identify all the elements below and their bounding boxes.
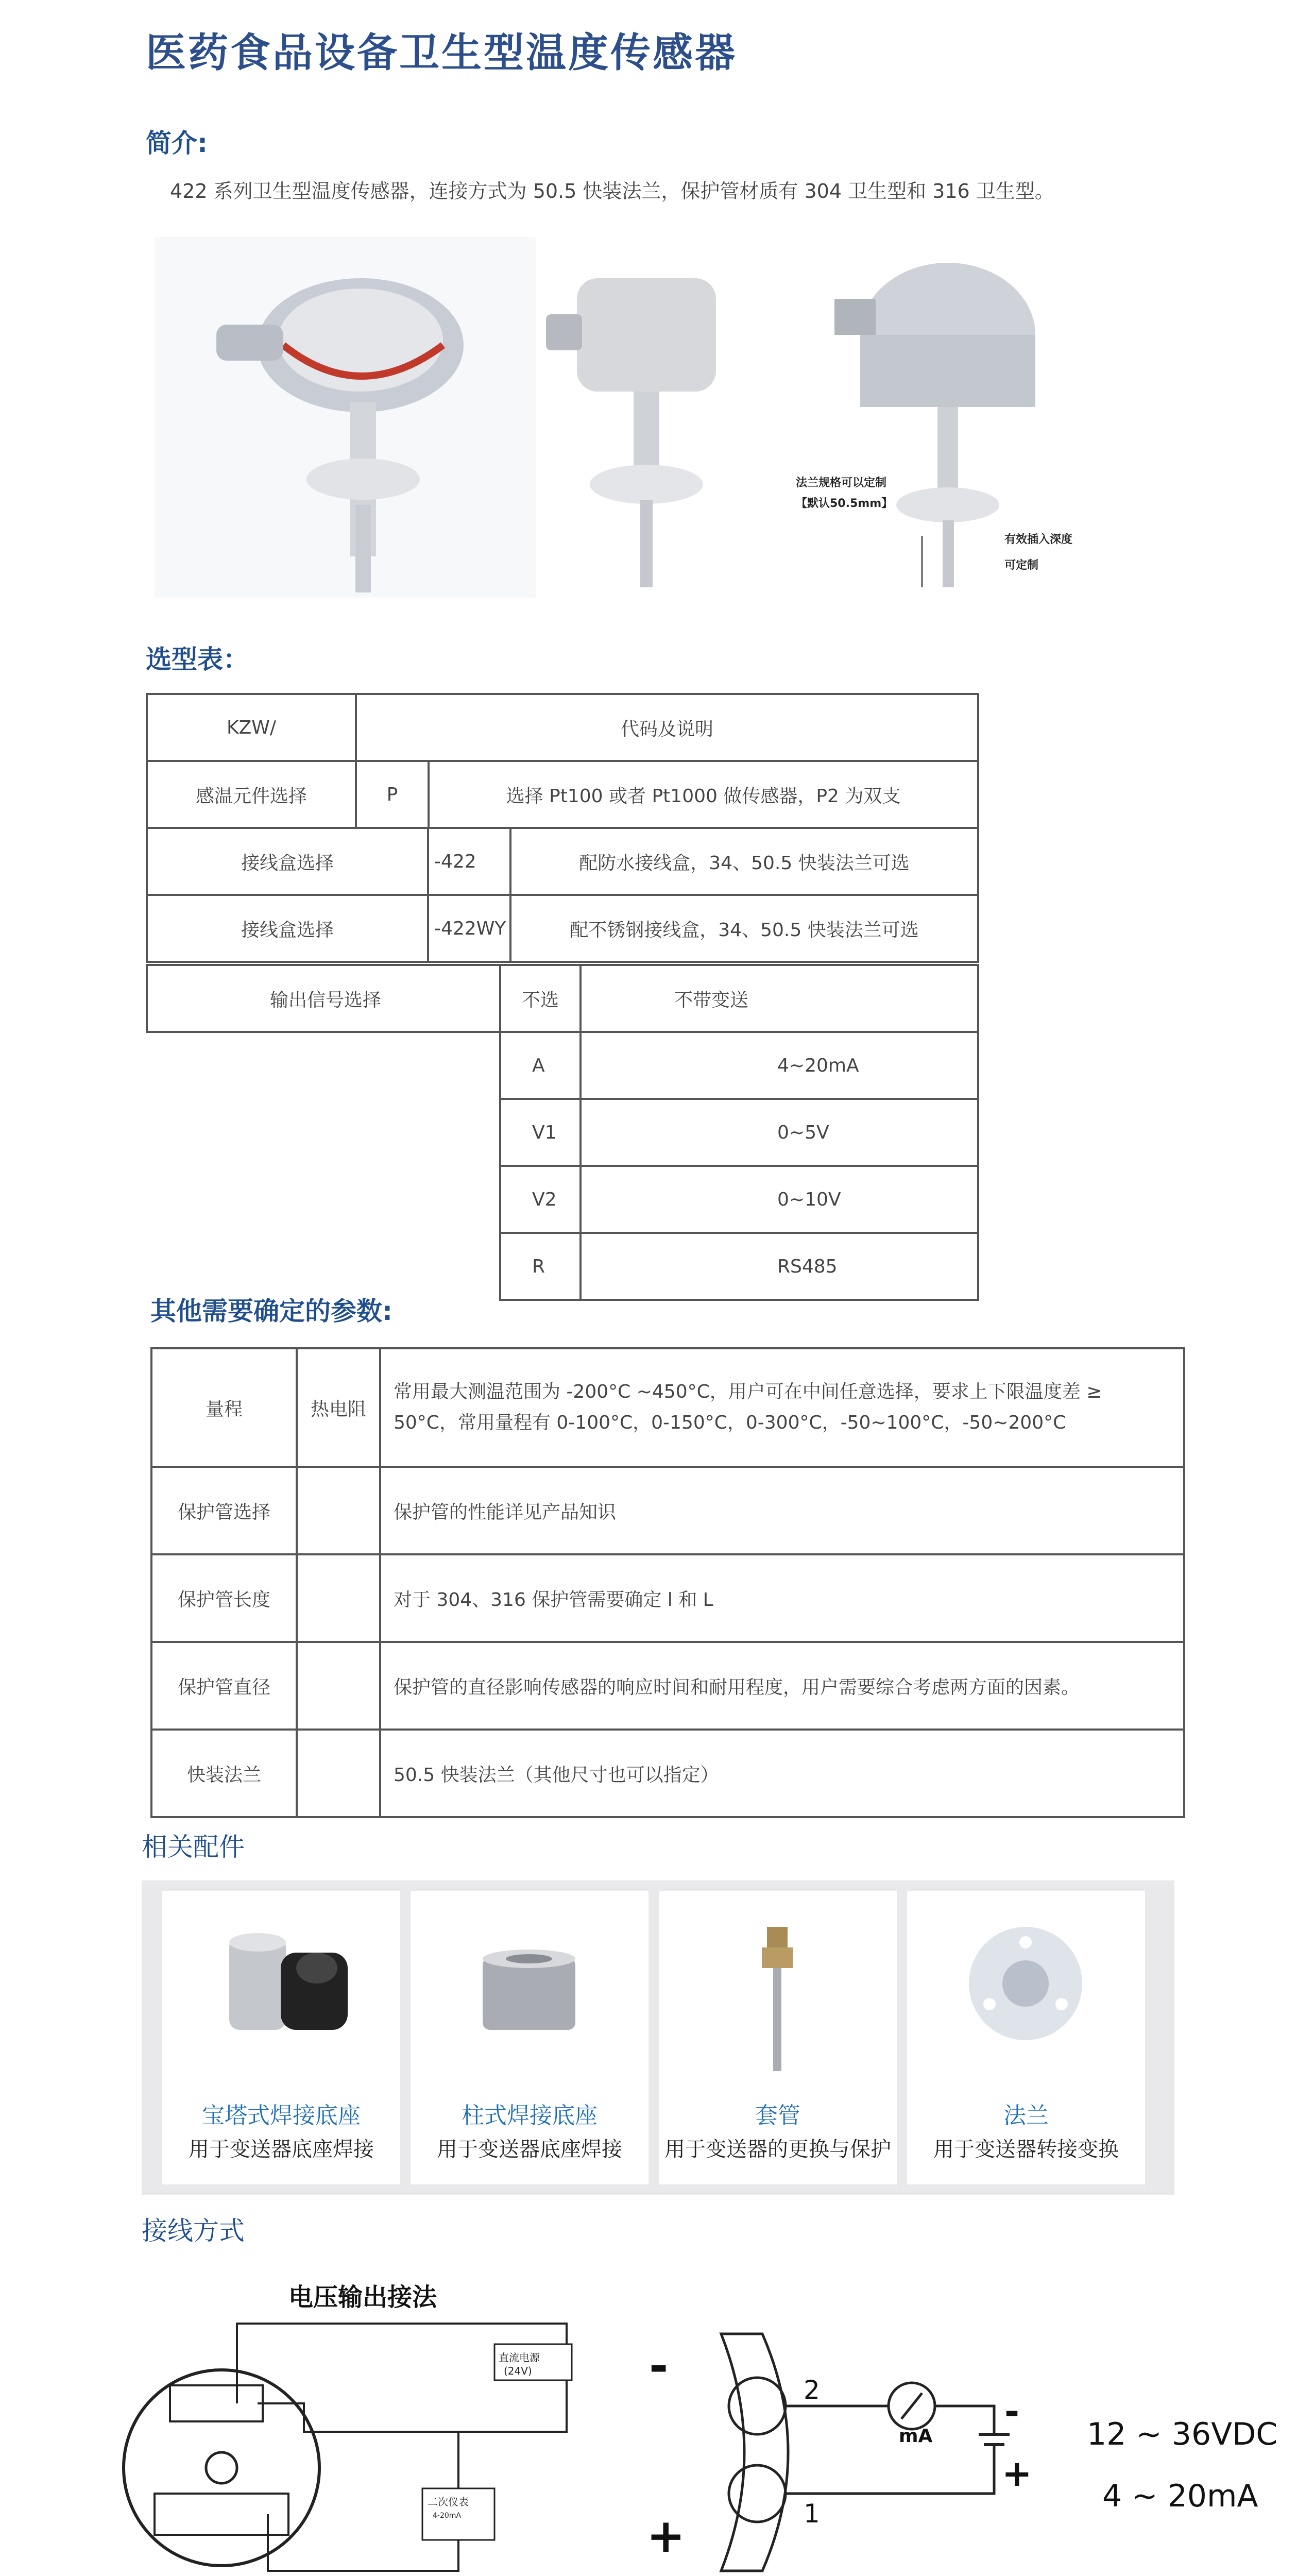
accessory-desc: 用于变送器转接变换 (933, 2138, 1119, 2161)
table-row: 接线盒选择 -422 配防水接线盒，34、50.5 快装法兰可选 (147, 828, 978, 895)
selection-heading: 选型表： (146, 645, 249, 674)
current-loop-diagram (644, 2324, 1035, 2576)
accessory-card[interactable] (907, 1891, 1145, 2184)
intro-text: 422 系列卫生型温度传感器，连接方式为 50.5 快装法兰，保护管材质有 304 卫生型和 316 卫生型。 (170, 180, 1054, 202)
terminal-1: 1 (804, 2499, 820, 2529)
table-row: R RS485 (500, 1233, 978, 1300)
meter-sub: 4-20mA (433, 2512, 461, 2520)
annotation-depth: 有效插入深度 (1004, 533, 1073, 546)
terminal-2: 2 (804, 2375, 820, 2405)
annotation-flange-default: 【默认50.5mm】 (796, 497, 893, 510)
loop-minus: - (1004, 2391, 1020, 2433)
product-photo-2 (536, 258, 752, 598)
wiring-heading: 接线方式 (142, 2216, 245, 2246)
accessory-name: 柱式焊接底座 (462, 2103, 598, 2129)
psu-volt: (24V) (504, 2365, 532, 2377)
table-row: 保护管直径 保护管的直径影响传感器的响应时间和耐用程度，用户需要综合考虑两方面的因素。 (151, 1642, 1184, 1730)
table-row: 不选 不带变送 (500, 965, 978, 1032)
spec-voltage: 12 ~ 36VDC (1087, 2416, 1278, 2452)
spec-current: 4 ~ 20mA (1102, 2478, 1258, 2514)
accessory-name: 法兰 (1003, 2103, 1049, 2129)
table-row: 接线盒选择 -422WY 配不锈钢接线盒，34、50.5 快装法兰可选 (147, 895, 978, 962)
selection-header-code: KZW/ (147, 694, 356, 761)
product-photo-1 (155, 237, 536, 598)
meter-label: 二次仪表 (428, 2496, 469, 2508)
annotation-flange: 法兰规格可以定制 (796, 477, 887, 489)
voltage-title: 电压输出接法 (288, 2283, 437, 2312)
selection-table-junction (146, 827, 979, 963)
page-title: 医药食品设备卫生型温度传感器 (146, 30, 738, 76)
output-label: 输出信号选择 (146, 964, 503, 1033)
selection-table (146, 693, 979, 829)
accessory-desc: 用于变送器底座焊接 (437, 2138, 622, 2161)
accessory-card[interactable] (162, 1891, 400, 2184)
accessory-card[interactable] (411, 1891, 649, 2184)
accessory-desc: 用于变送器底座焊接 (189, 2138, 374, 2161)
accessory-column-base-image (477, 1947, 581, 2035)
table-row: 量程 热电阻 常用最大测温范围为 -200°C ~450°C，用户可在中间任意选择，要求上下限温度差 ≥ 50°C，常用量程有 0-100°C，0-150°C，0-300°C，-50~100°C，-50~200°C (151, 1348, 1184, 1467)
accessories-panel (142, 1880, 1174, 2195)
table-row: 感温元件选择 P 选择 Pt100 或者 Pt1000 做传感器，P2 为双支 (147, 761, 978, 828)
table-row: 保护管选择 保护管的性能详见产品知识 (151, 1467, 1184, 1554)
output-table (499, 964, 979, 1301)
table-row: 保护管长度 对于 304、316 保护管需要确定 l 和 L (151, 1554, 1184, 1642)
accessory-name: 宝塔式焊接底座 (202, 2103, 361, 2129)
ma-label: mA (899, 2426, 933, 2447)
accessory-card[interactable] (659, 1891, 897, 2184)
table-row: 快装法兰 50.5 快装法兰（其他尺寸也可以指定） (151, 1730, 1184, 1817)
accessory-desc: 用于变送器的更换与保护 (664, 2138, 891, 2161)
loop-plus: + (1002, 2452, 1032, 2495)
accessory-pagoda-base-image (219, 1932, 353, 2050)
psu-label: 直流电源 (499, 2351, 540, 2364)
accessory-name: 套管 (755, 2103, 800, 2129)
intro-heading: 简介: (146, 128, 208, 158)
params-table (150, 1347, 1185, 1818)
params-heading: 其他需要确定的参数: (150, 1296, 393, 1326)
table-row: A 4~20mA (500, 1032, 978, 1099)
accessory-sleeve-image (757, 1922, 798, 2076)
table-row: V2 0~10V (500, 1166, 978, 1233)
selection-header-desc: 代码及说明 (356, 694, 978, 761)
voltage-wiring-diagram (113, 2303, 618, 2576)
accessory-flange-image (964, 1922, 1087, 2045)
current-minus: - (649, 2339, 669, 2393)
current-plus: + (646, 2509, 686, 2563)
annotation-depth2: 可定制 (1004, 559, 1039, 572)
table-row: V1 0~5V (500, 1099, 978, 1166)
accessories-heading: 相关配件 (142, 1832, 245, 1862)
